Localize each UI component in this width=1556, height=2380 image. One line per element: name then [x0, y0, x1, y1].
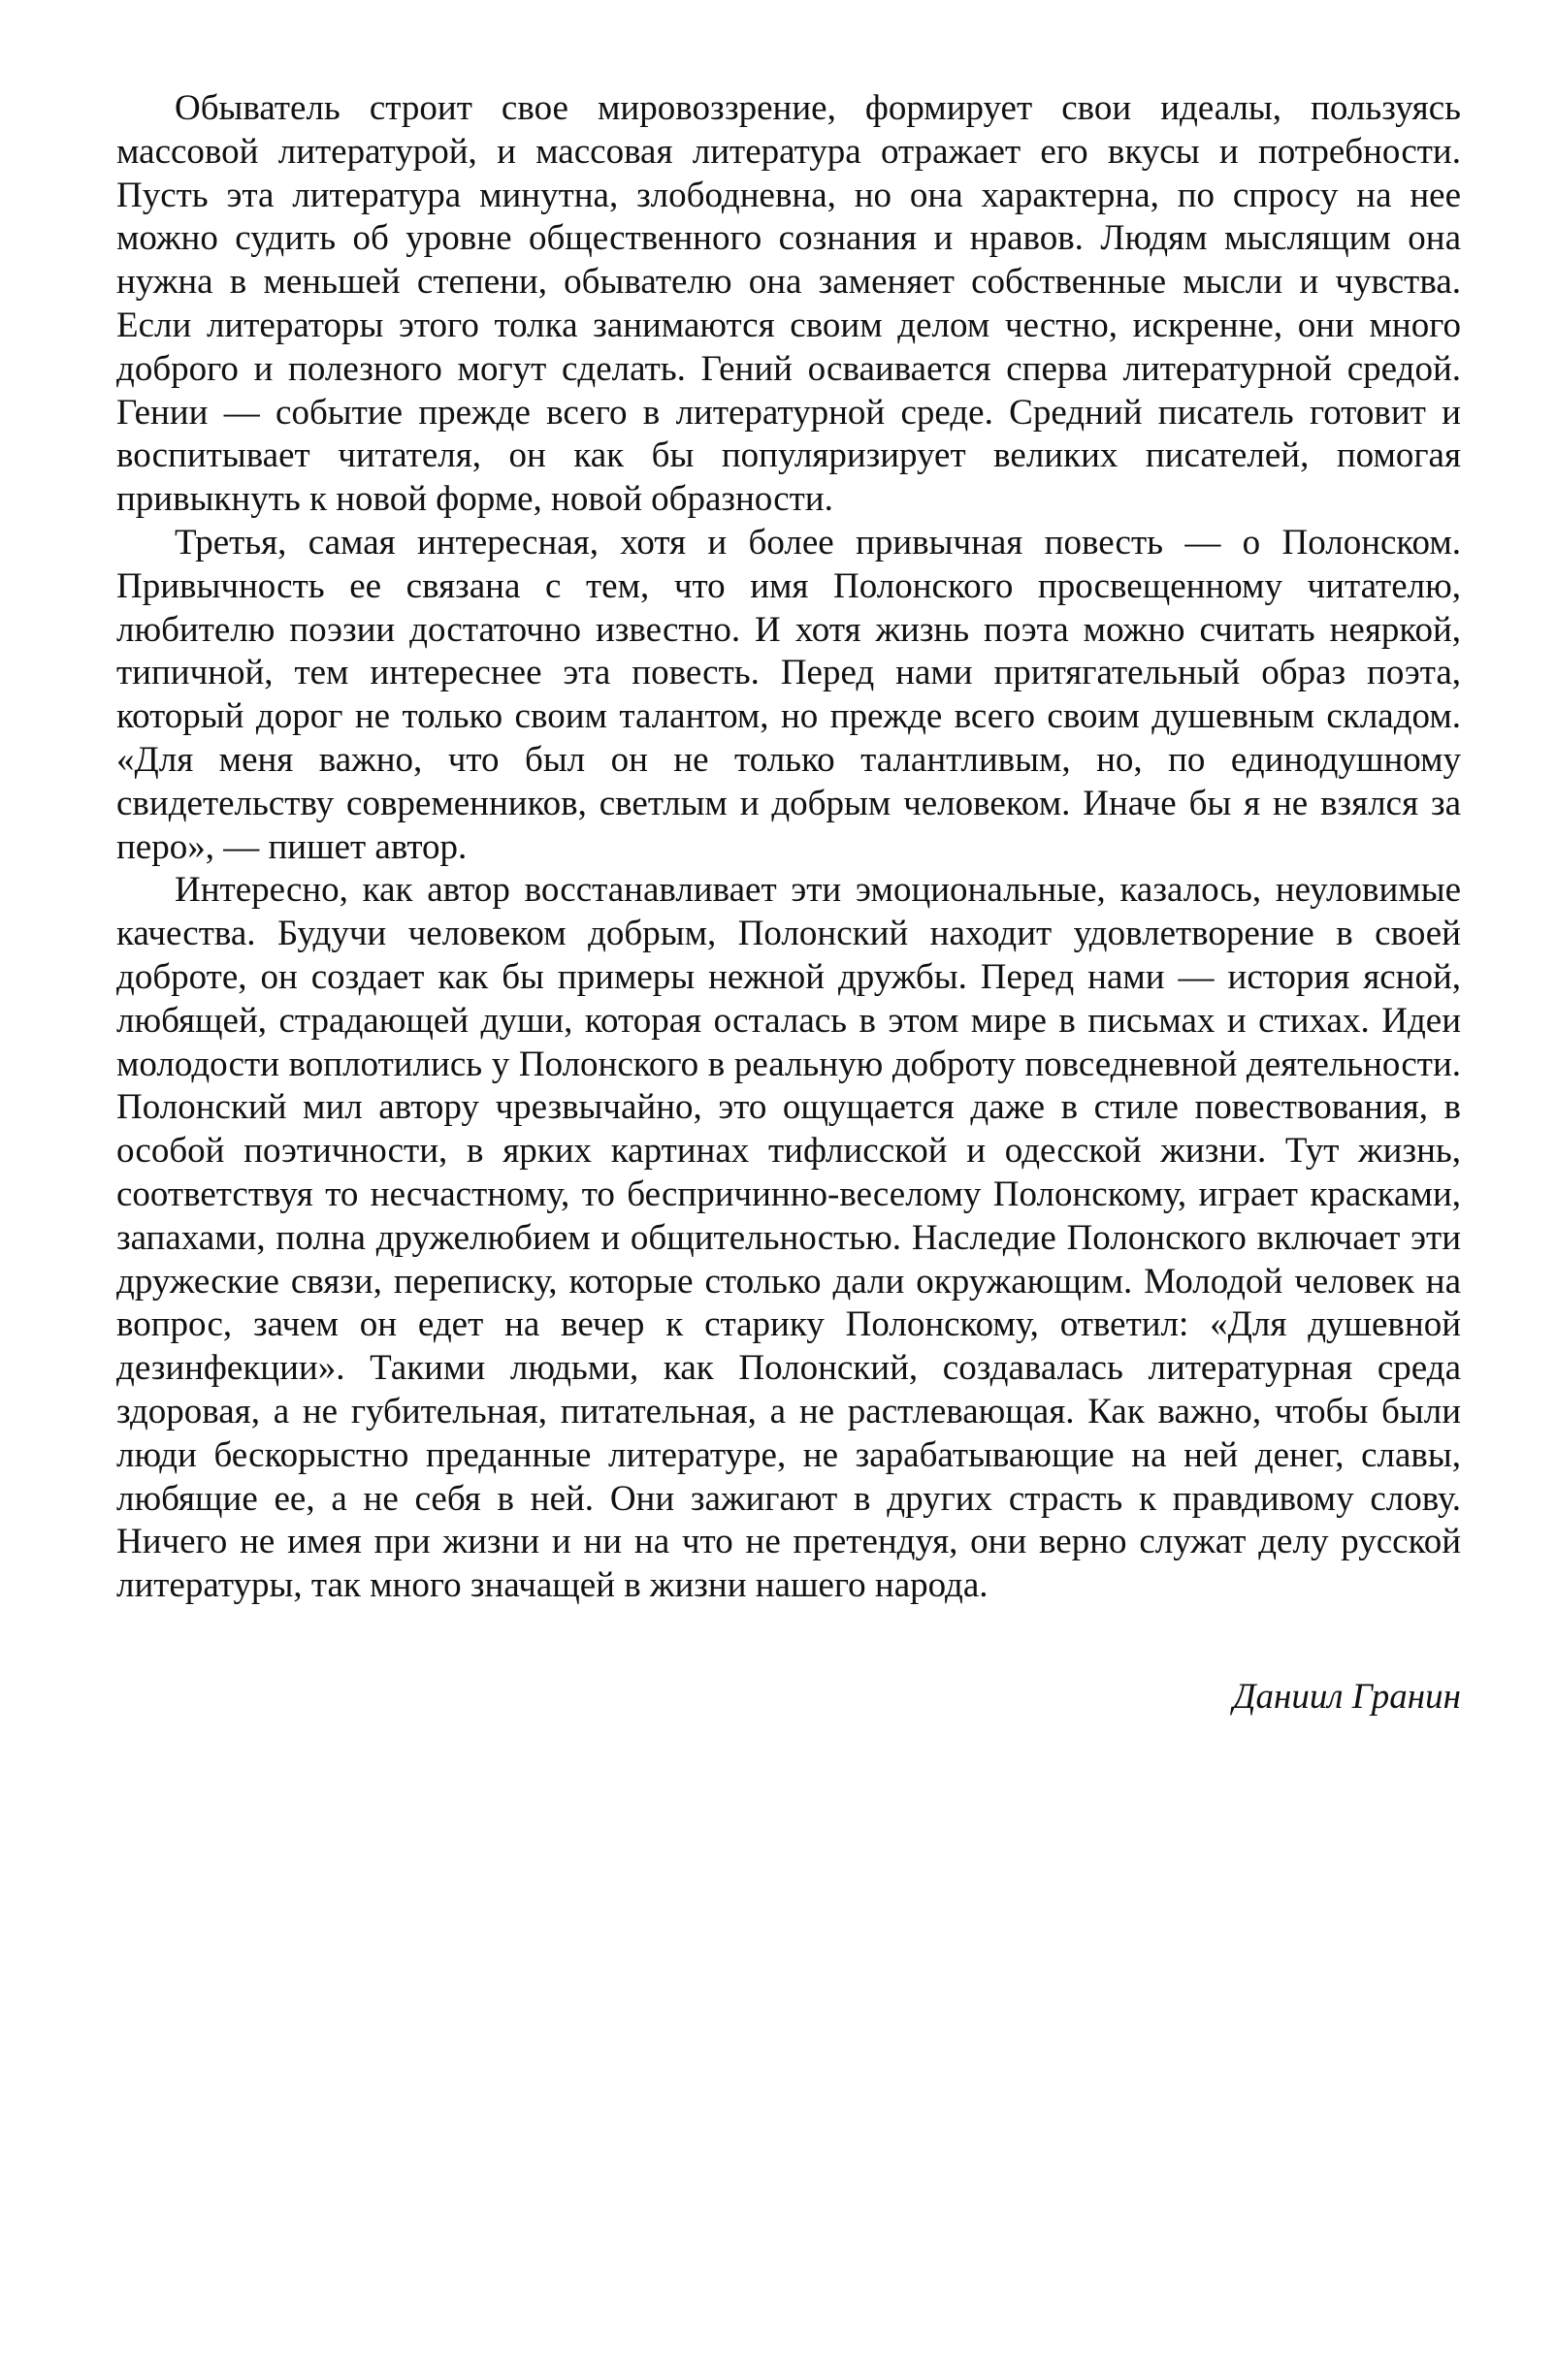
author-signature: Даниил Гранин	[1232, 1676, 1461, 1717]
paragraph-polonsky-novella: Третья, самая интересная, хотя и более привычная повесть — о Полонском. Привычность ее связана с тем, что имя Полонского просвещенному читателю, любителю поэзии достаточно известно. И хотя жизнь поэта можно считать неяркой, типичной, тем интереснее эта повесть. Перед нами притягательный образ поэта, который дорог не только своим талантом, но прежде всего своим душевным складом. «Для меня важно, что был он не только талантливым, но, по единодушному свидетельству современников, светлым и добрым человеком. Иначе бы я не взялся за перо», — пишет автор.	[116, 522, 1461, 867]
paragraph-philistine-literature: Обыватель строит свое мировоззрение, формирует свои идеалы, пользуясь массовой литературой, и массовая литература отражает его вкусы и потребности. Пусть эта литература минутна, злободневна, но она характерна, по спросу на нее можно судить об уровне общественного сознания и нравов. Людям мыслящим она нужна в меньшей степени, обывателю она заменяет собственные мысли и чувства. Если литераторы этого толка занимаются своим делом честно, искренне, они много доброго и полезного могут сделать. Гений осваивается сперва литературной средой. Гении — событие прежде всего в литературной среде. Средний писатель готовит и воспитывает читателя, он как бы популяризирует великих писателей, помогая привыкнуть к новой форме, новой образности.	[116, 88, 1461, 520]
text-column	[116, 87, 1461, 1719]
paragraph-author-qualities: Интересно, как автор восстанавливает эти эмоциональные, казалось, неуловимые качества. Будучи человеком добрым, Полонский находит удовлетворение в своей доброте, он создает как бы примеры нежной дружбы. Перед нами — история ясной, любящей, страдающей души, которая осталась в этом мире в письмах и стихах. Идеи молодости воплотились у Полонского в реальную доброту повседневной деятельности. Полонский мил автору чрезвычайно, это ощущается даже в стиле повествования, в особой поэтичности, в ярких картинах тифлисской и одесской жизни. Тут жизнь, соответствуя то несчастному, то беспричинно-веселому Полонскому, играет красками, запахами, полна дружелюбием и общительностью. Наследие Полонского включает эти дружеские связи, переписку, которые столько дали окружающим. Молодой человек на вопрос, зачем он едет на вечер к старику Полонскому, ответил: «Для душевной дезинфекции». Такими людьми, как Полонский, создавалась литературная среда здоровая, а не губительная, питательная, а не растлевающая. Как важно, чтобы были люди бескорыстно преданные литературе, не зарабатывающие на ней денег, славы, любящие ее, а не себя в ней. Они зажигают в других страсть к правдивому слову. Ничего не имея при жизни и ни на что не претендуя, они верно служат делу русской литературы, так много значащей в жизни нашего народа.	[116, 870, 1461, 1606]
